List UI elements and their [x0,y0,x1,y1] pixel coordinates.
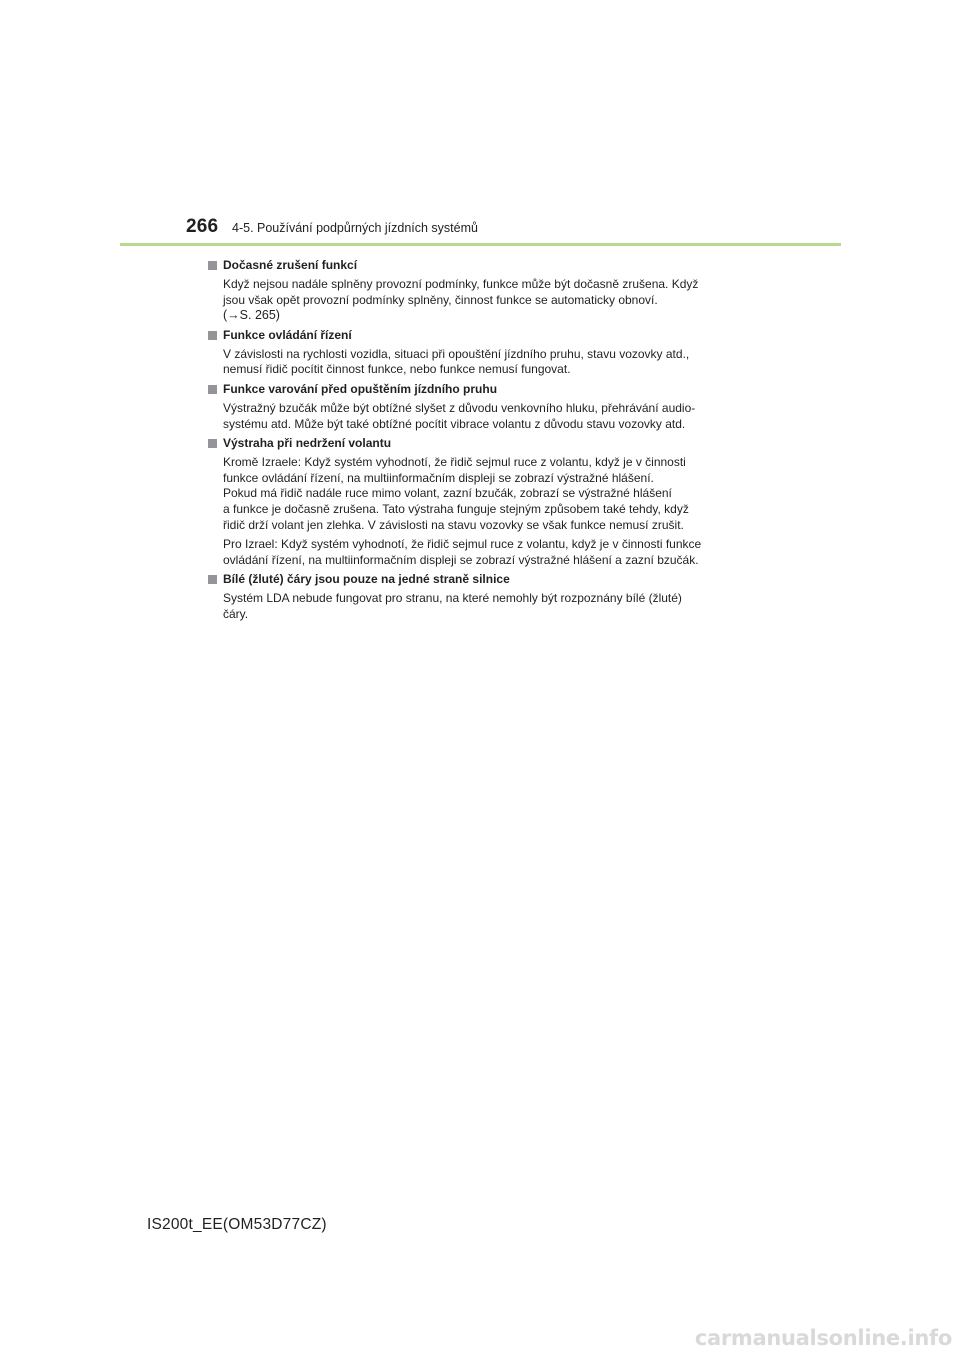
paragraph [223,277,746,324]
page-number: 266 [186,216,219,237]
text-line: Pokud má řidič nadále ruce mimo volant, zazní bzučák, zobrazí se výstražné hlášení [223,486,672,501]
section-heading-text: Funkce ovládání řízení [223,327,352,342]
square-bullet-icon [208,261,217,270]
text-line: nemusí řidič pocítit činnost funkce, nebo funkce nemusí fungovat. [223,362,571,377]
section-heading-text: Funkce varování před opuštěním jízdního pruhu [223,381,498,396]
text-line: V závislosti na rychlosti vozidla, situaci při opouštění jízdního pruhu, stavu vozovky atd., [223,346,690,361]
text-line: funkce ovládání řízení, na multiinformačním displeji se zobrazí výstražné hlášení. [223,470,654,485]
text-line: čáry. [223,606,249,621]
section-heading [208,258,746,273]
text-line: systému atd. Může být také obtížné pocítit vibrace volantu z důvodu stavu vozovky atd. [223,416,686,431]
square-bullet-icon [208,575,217,584]
paragraph [223,537,746,568]
text-line: jsou však opět provozní podmínky splněny, činnost funkce se automaticky obnoví. [223,292,658,307]
square-bullet-icon [208,439,217,448]
text-line: Systém LDA nebude fungovat pro stranu, na které nemohly být rozpoznány bílé (žluté) [223,591,682,606]
content [208,258,746,627]
text-line: Pro Izrael: Když systém vyhodnotí, že řidič sejmul ruce z volantu, když je v činnosti funkce [223,537,702,552]
section-heading [208,382,746,397]
text-line: řidič drží volant jen zlehka. V závislosti na stavu vozovky se však funkce nemusí zrušit. [223,517,684,532]
section [208,328,746,378]
text-line: ovládání řízení, na multiinformačním displeji se zobrazí výstražné hlášení a zazní bzučák. [223,552,699,567]
footer-model-code: IS200t_EE(OM53D77CZ) [147,1216,327,1233]
section [208,572,746,622]
section-heading [208,328,746,343]
section-heading-text: Dočasné zrušení funkcí [223,258,358,272]
square-bullet-icon [208,331,217,340]
paragraph [223,591,746,622]
section [208,382,746,432]
page-reference: (→S. 265) [223,308,280,323]
section-heading-text: Bílé (žluté) čáry jsou pouze na jedné straně silnice [223,572,510,587]
paragraph [223,401,746,432]
text-line: Výstražný bzučák může být obtížné slyšet z důvodu venkovního hluku, přehrávání audio- [223,400,696,415]
text-line: a funkce je dočasně zrušena. Tato výstraha funguje stejným způsobem také tehdy, když [223,501,689,516]
paragraph [223,455,746,533]
paragraph [223,347,746,378]
watermark-logo[interactable]: carmanualsonline.info [694,1326,952,1350]
section-heading [208,572,746,587]
header-rule [120,243,841,246]
text-line: Kromě Izraele: Když systém vyhodnotí, že řidič sejmul ruce z volantu, když je v činnosti [223,455,686,470]
section-heading-text: Výstraha při nedržení volantu [223,436,392,451]
text-line: Když nejsou nadále splněny provozní podmínky, funkce může být dočasně zrušena. Když [223,277,699,291]
section [208,436,746,568]
section-heading [208,436,746,451]
section [208,258,746,324]
square-bullet-icon [208,385,217,394]
running-header: 4-5. Používání podpůrných jízdních systémů [232,221,478,235]
